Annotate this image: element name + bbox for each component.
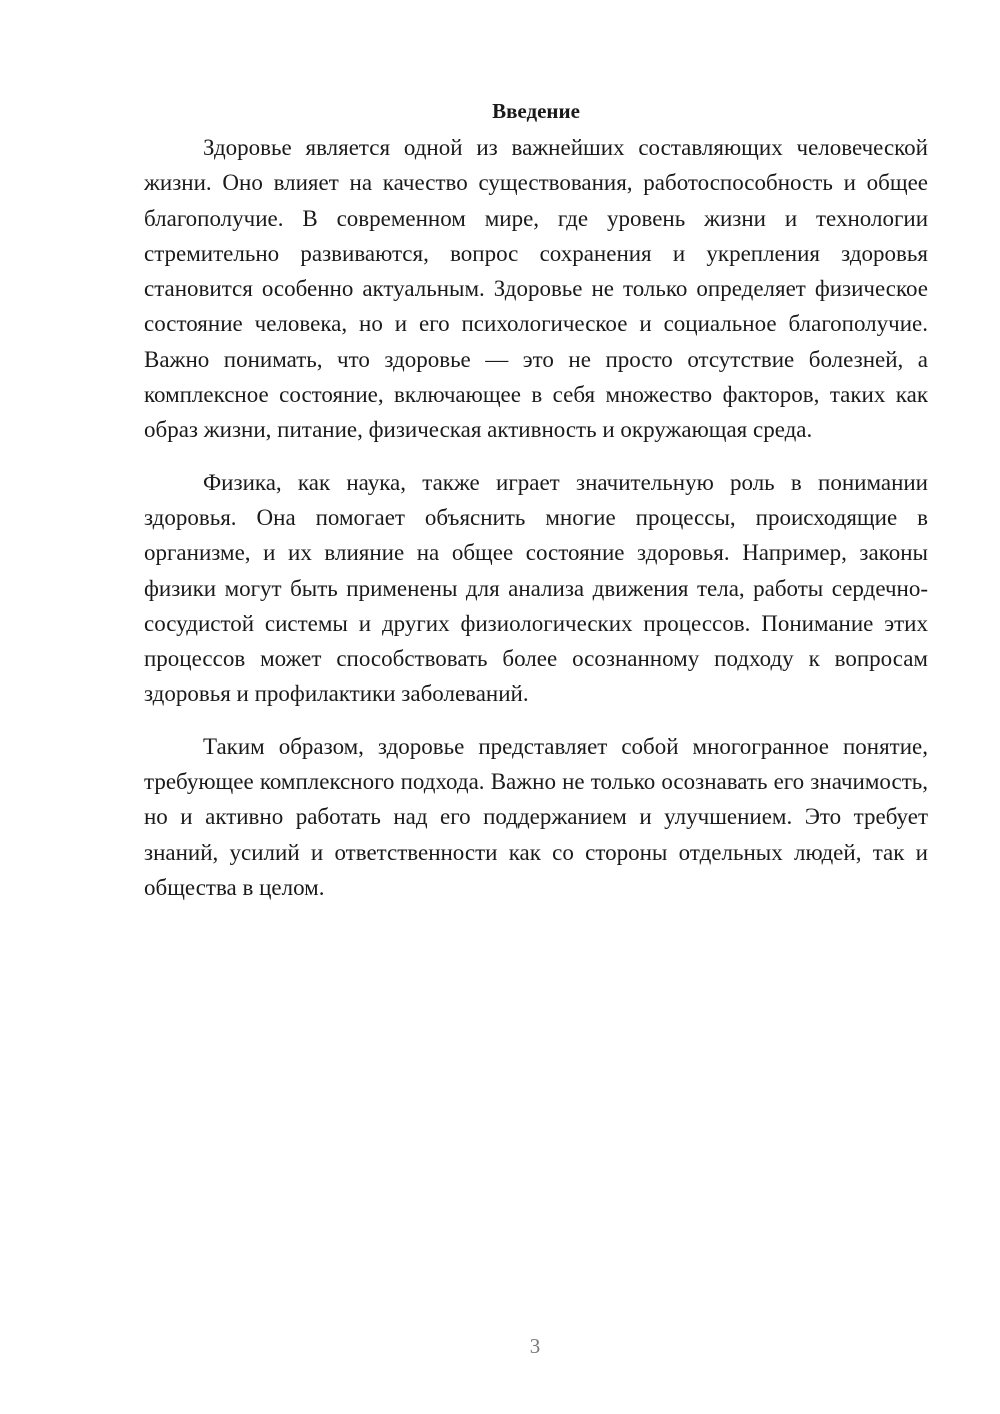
page-number: 3 xyxy=(529,1334,541,1358)
paragraph-conclusion: Таким образом, здоровье представляет собой многогранное понятие, требующее комплексного подхода. Важно не только осознавать его значимость, но и активно работать над его поддержанием и улучшением. Это требует знаний, усилий и ответственности как со стороны отдельных людей, так и общества в целом. xyxy=(144,733,928,900)
section-heading: Введение xyxy=(492,99,580,123)
paragraph-health-intro: Здоровье является одной из важнейших составляющих человеческой жизни. Оно влияет на качество существования, работоспособность и общее благополучие. В современном мире, где уровень жизни и технологии стремительно развиваются, вопрос сохранения и укрепления здоровья становится особенно актуальным. Здоровье не только определяет физическое состояние человека, но и его психологическое и социальное благополучие. Важно понимать, что здоровье — это не просто отсутствие болезней, а комплексное состояние, включающее в себя множество факторов, таких как образ жизни, питание, физическая активность и окружающая среда. xyxy=(144,135,928,443)
paragraph-physics-role: Физика, как наука, также играет значительную роль в понимании здоровья. Она помогает объяснить многие процессы, происходящие в организме, и их влияние на общее состояние здоровья. Например, законы физики могут быть применены для анализа движения тела, работы сердечно-сосудистой системы и других физиологических процессов. Понимание этих процессов может способствовать более осознанному подходу к вопросам здоровья и профилактики заболеваний. xyxy=(144,469,928,707)
page-content xyxy=(144,96,928,922)
